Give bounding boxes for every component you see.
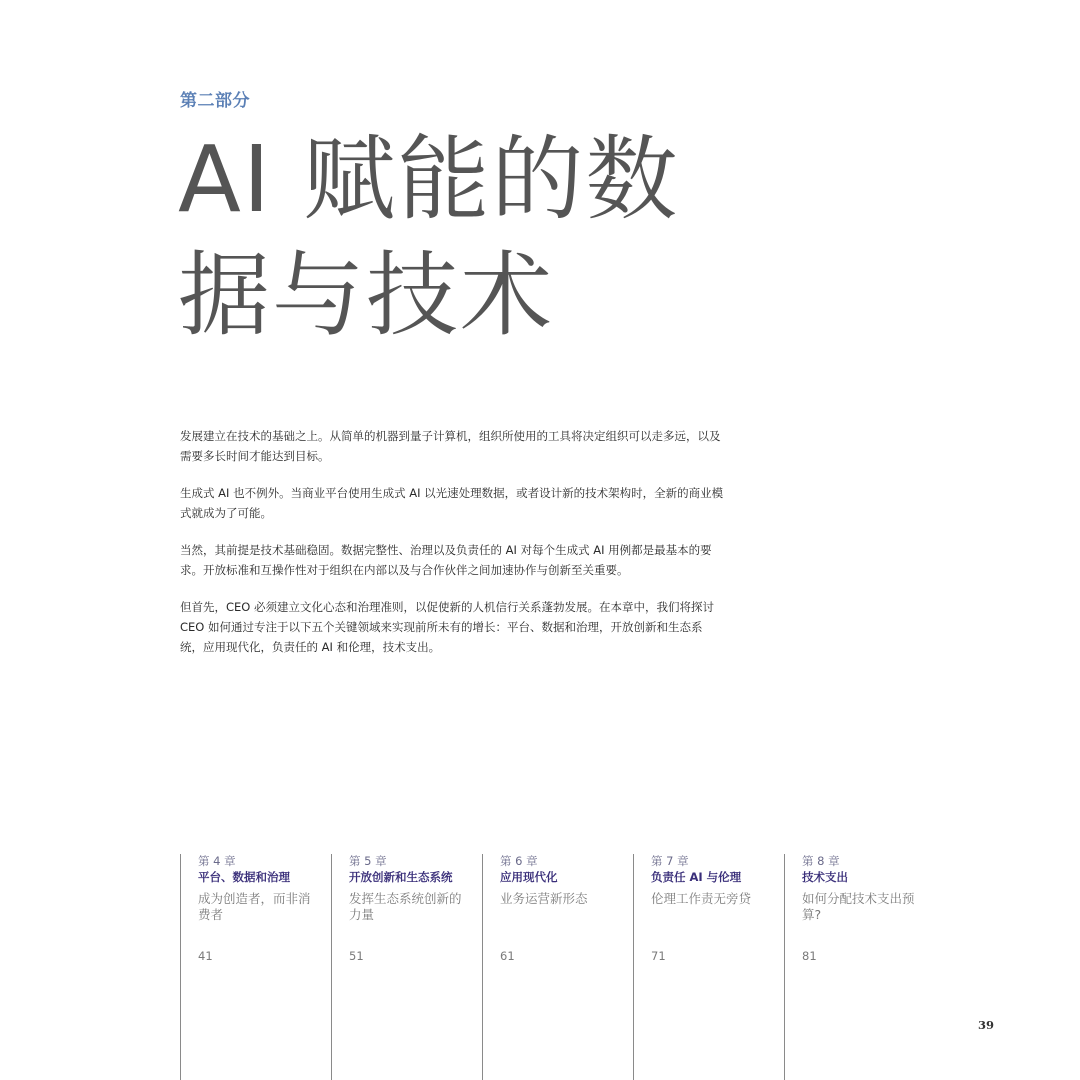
chapter-item-5[interactable] xyxy=(331,854,482,1080)
chapter-title: 开放创新和生态系统 xyxy=(349,870,453,884)
section-label: 第二部分 xyxy=(180,91,250,111)
page-title xyxy=(178,122,738,354)
chapter-description: 伦理工作责无旁贷 xyxy=(651,891,752,906)
chapter-item-6[interactable] xyxy=(482,854,633,1080)
chapter-page-number: 71 xyxy=(651,949,666,963)
intro-text xyxy=(180,426,725,674)
chapter-title: 技术支出 xyxy=(802,870,848,884)
chapter-number: 第 4 章 xyxy=(198,854,236,868)
chapter-number: 第 5 章 xyxy=(349,854,387,868)
chapter-page-number: 51 xyxy=(349,949,364,963)
page-title-line-2: 据与技术 xyxy=(178,242,555,349)
chapter-number: 第 7 章 xyxy=(651,854,689,868)
intro-paragraph: 当然，其前提是技术基础稳固。数据完整性、治理以及负责任的 AI 对每个生成式 AI 用例都是最基本的要求。开放标准和互操作性对于组织在内部以及与合作伙伴之间加速协作与创新至关重要。 xyxy=(180,543,712,577)
intro-paragraph: 生成式 AI 也不例外。当商业平台使用生成式 AI 以光速处理数据，或者设计新的技术架构时，全新的商业模式就成为了可能。 xyxy=(180,486,724,520)
chapter-item-7[interactable] xyxy=(633,854,784,1080)
chapter-page-number: 81 xyxy=(802,949,817,963)
page-title-line-1: AI 赋能的数 xyxy=(178,126,680,233)
chapter-description: 业务运营新形态 xyxy=(500,891,588,906)
chapter-description: 成为创造者，而非消费者 xyxy=(198,891,311,922)
chapter-title: 平台、数据和治理 xyxy=(198,870,290,884)
chapter-number: 第 6 章 xyxy=(500,854,538,868)
intro-paragraph: 但首先，CEO 必须建立文化心态和治理准则，以促使新的人机信行关系蓬勃发展。在本章中，我们将探讨 CEO 如何通过专注于以下五个关键领域来实现前所未有的增长：平台、数据和治理，开放创新和生态系统，应用现代化，负责任的 AI 和伦理，技术支出。 xyxy=(180,600,714,654)
chapter-item-8[interactable] xyxy=(784,854,935,1080)
chapter-description: 如何分配技术支出预算? xyxy=(802,891,915,922)
chapter-number: 第 8 章 xyxy=(802,854,840,868)
chapter-page-number: 41 xyxy=(198,949,213,963)
chapter-title: 负责任 AI 与伦理 xyxy=(651,870,742,884)
chapter-page-number: 61 xyxy=(500,949,515,963)
chapter-description: 发挥生态系统创新的力量 xyxy=(349,891,462,922)
chapter-item-4[interactable] xyxy=(180,854,331,1080)
chapter-list xyxy=(180,854,936,1080)
intro-paragraph: 发展建立在技术的基础之上。从简单的机器到量子计算机，组织所使用的工具将决定组织可以走多远，以及需要多长时间才能达到目标。 xyxy=(180,429,721,463)
chapter-title: 应用现代化 xyxy=(500,870,558,884)
page-number: 39 xyxy=(977,1018,994,1032)
